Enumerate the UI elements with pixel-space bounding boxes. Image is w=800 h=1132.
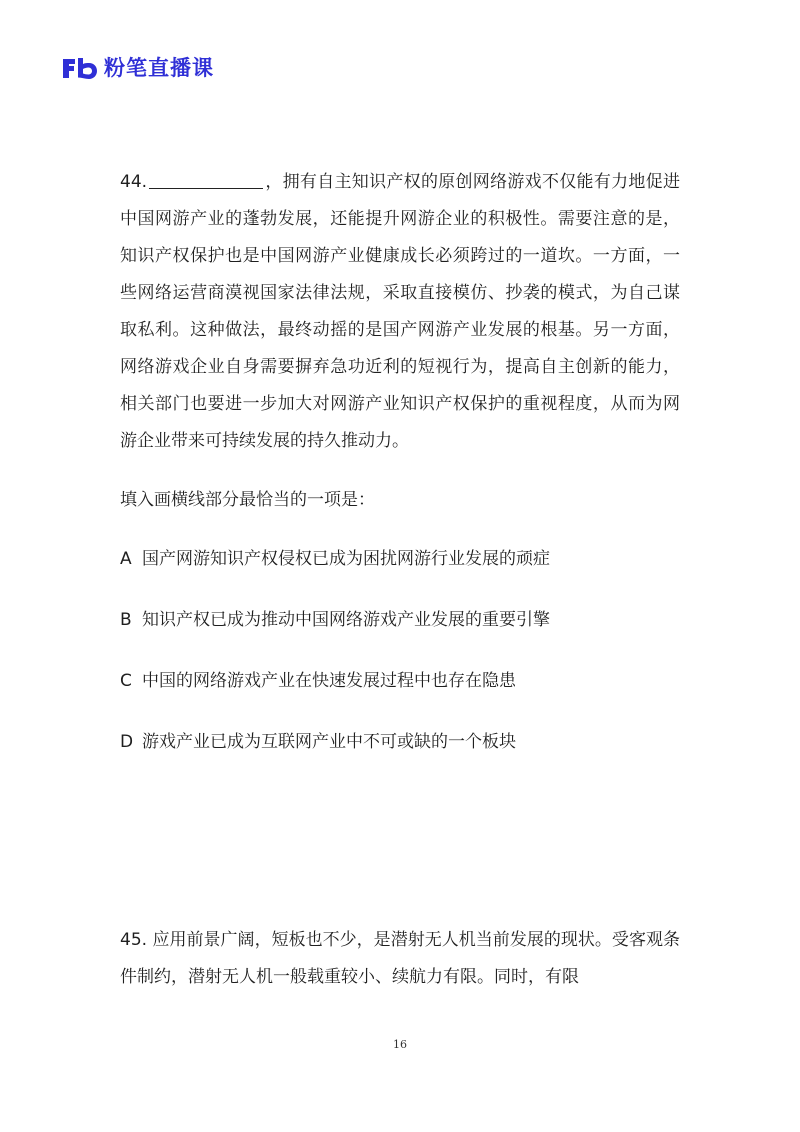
question-44-stem — [120, 164, 680, 460]
option-text: 中国的网络游戏产业在快速发展过程中也存在隐患 — [142, 671, 516, 691]
option-d[interactable] — [120, 724, 680, 761]
option-letter: D — [120, 732, 134, 752]
option-b[interactable] — [120, 602, 680, 639]
question-prompt: 填入画横线部分最恰当的一项是： — [120, 490, 375, 510]
question-44 — [120, 164, 680, 785]
question-45 — [120, 922, 680, 996]
option-text: 国产网游知识产权侵权已成为困扰网游行业发展的顽症 — [142, 549, 550, 569]
question-stem-text: ，拥有自主知识产权的原创网络游戏不仅能有力地促进中国网游产业的蓬勃发展，还能提升网游企业的积极性。需要注意的是，知识产权保护也是中国网游产业健康成长必须跨过的一道坎。一方面，一些网络运营商漠视国家法律法规，采取直接模仿、抄袭的模式，为自己谋取私利。这种做法，最终动摇的是国产网游产业发展的根基。另一方面，网络游戏企业自身需要摒弃急功近利的短视行为，提高自主创新的能力，相关部门也要进一步加大对网游产业知识产权保护的重视程度，从而为网游企业带来可持续发展的持久推动力。 — [120, 172, 680, 451]
question-number: 44. — [120, 172, 148, 192]
option-c[interactable] — [120, 663, 680, 700]
option-text: 知识产权已成为推动中国网络游戏产业发展的重要引擎 — [142, 610, 550, 630]
option-letter: C — [120, 671, 132, 691]
option-letter: B — [120, 610, 132, 630]
option-text: 游戏产业已成为互联网产业中不可或缺的一个板块 — [142, 732, 516, 752]
logo-text: 粉笔直播课 — [104, 56, 214, 80]
fill-in-blank — [149, 168, 263, 189]
page-number: 16 — [393, 1038, 407, 1051]
option-letter: A — [120, 549, 132, 569]
brand-logo — [60, 54, 214, 82]
answer-options — [120, 541, 680, 761]
option-a[interactable] — [120, 541, 680, 578]
question-45-stem: 45. 应用前景广阔，短板也不少，是潜射无人机当前发展的现状。受客观条件制约，潜射无人机一般载重较小、续航力有限。同时，有限 — [120, 930, 680, 987]
fenbi-logo-icon — [60, 55, 100, 81]
